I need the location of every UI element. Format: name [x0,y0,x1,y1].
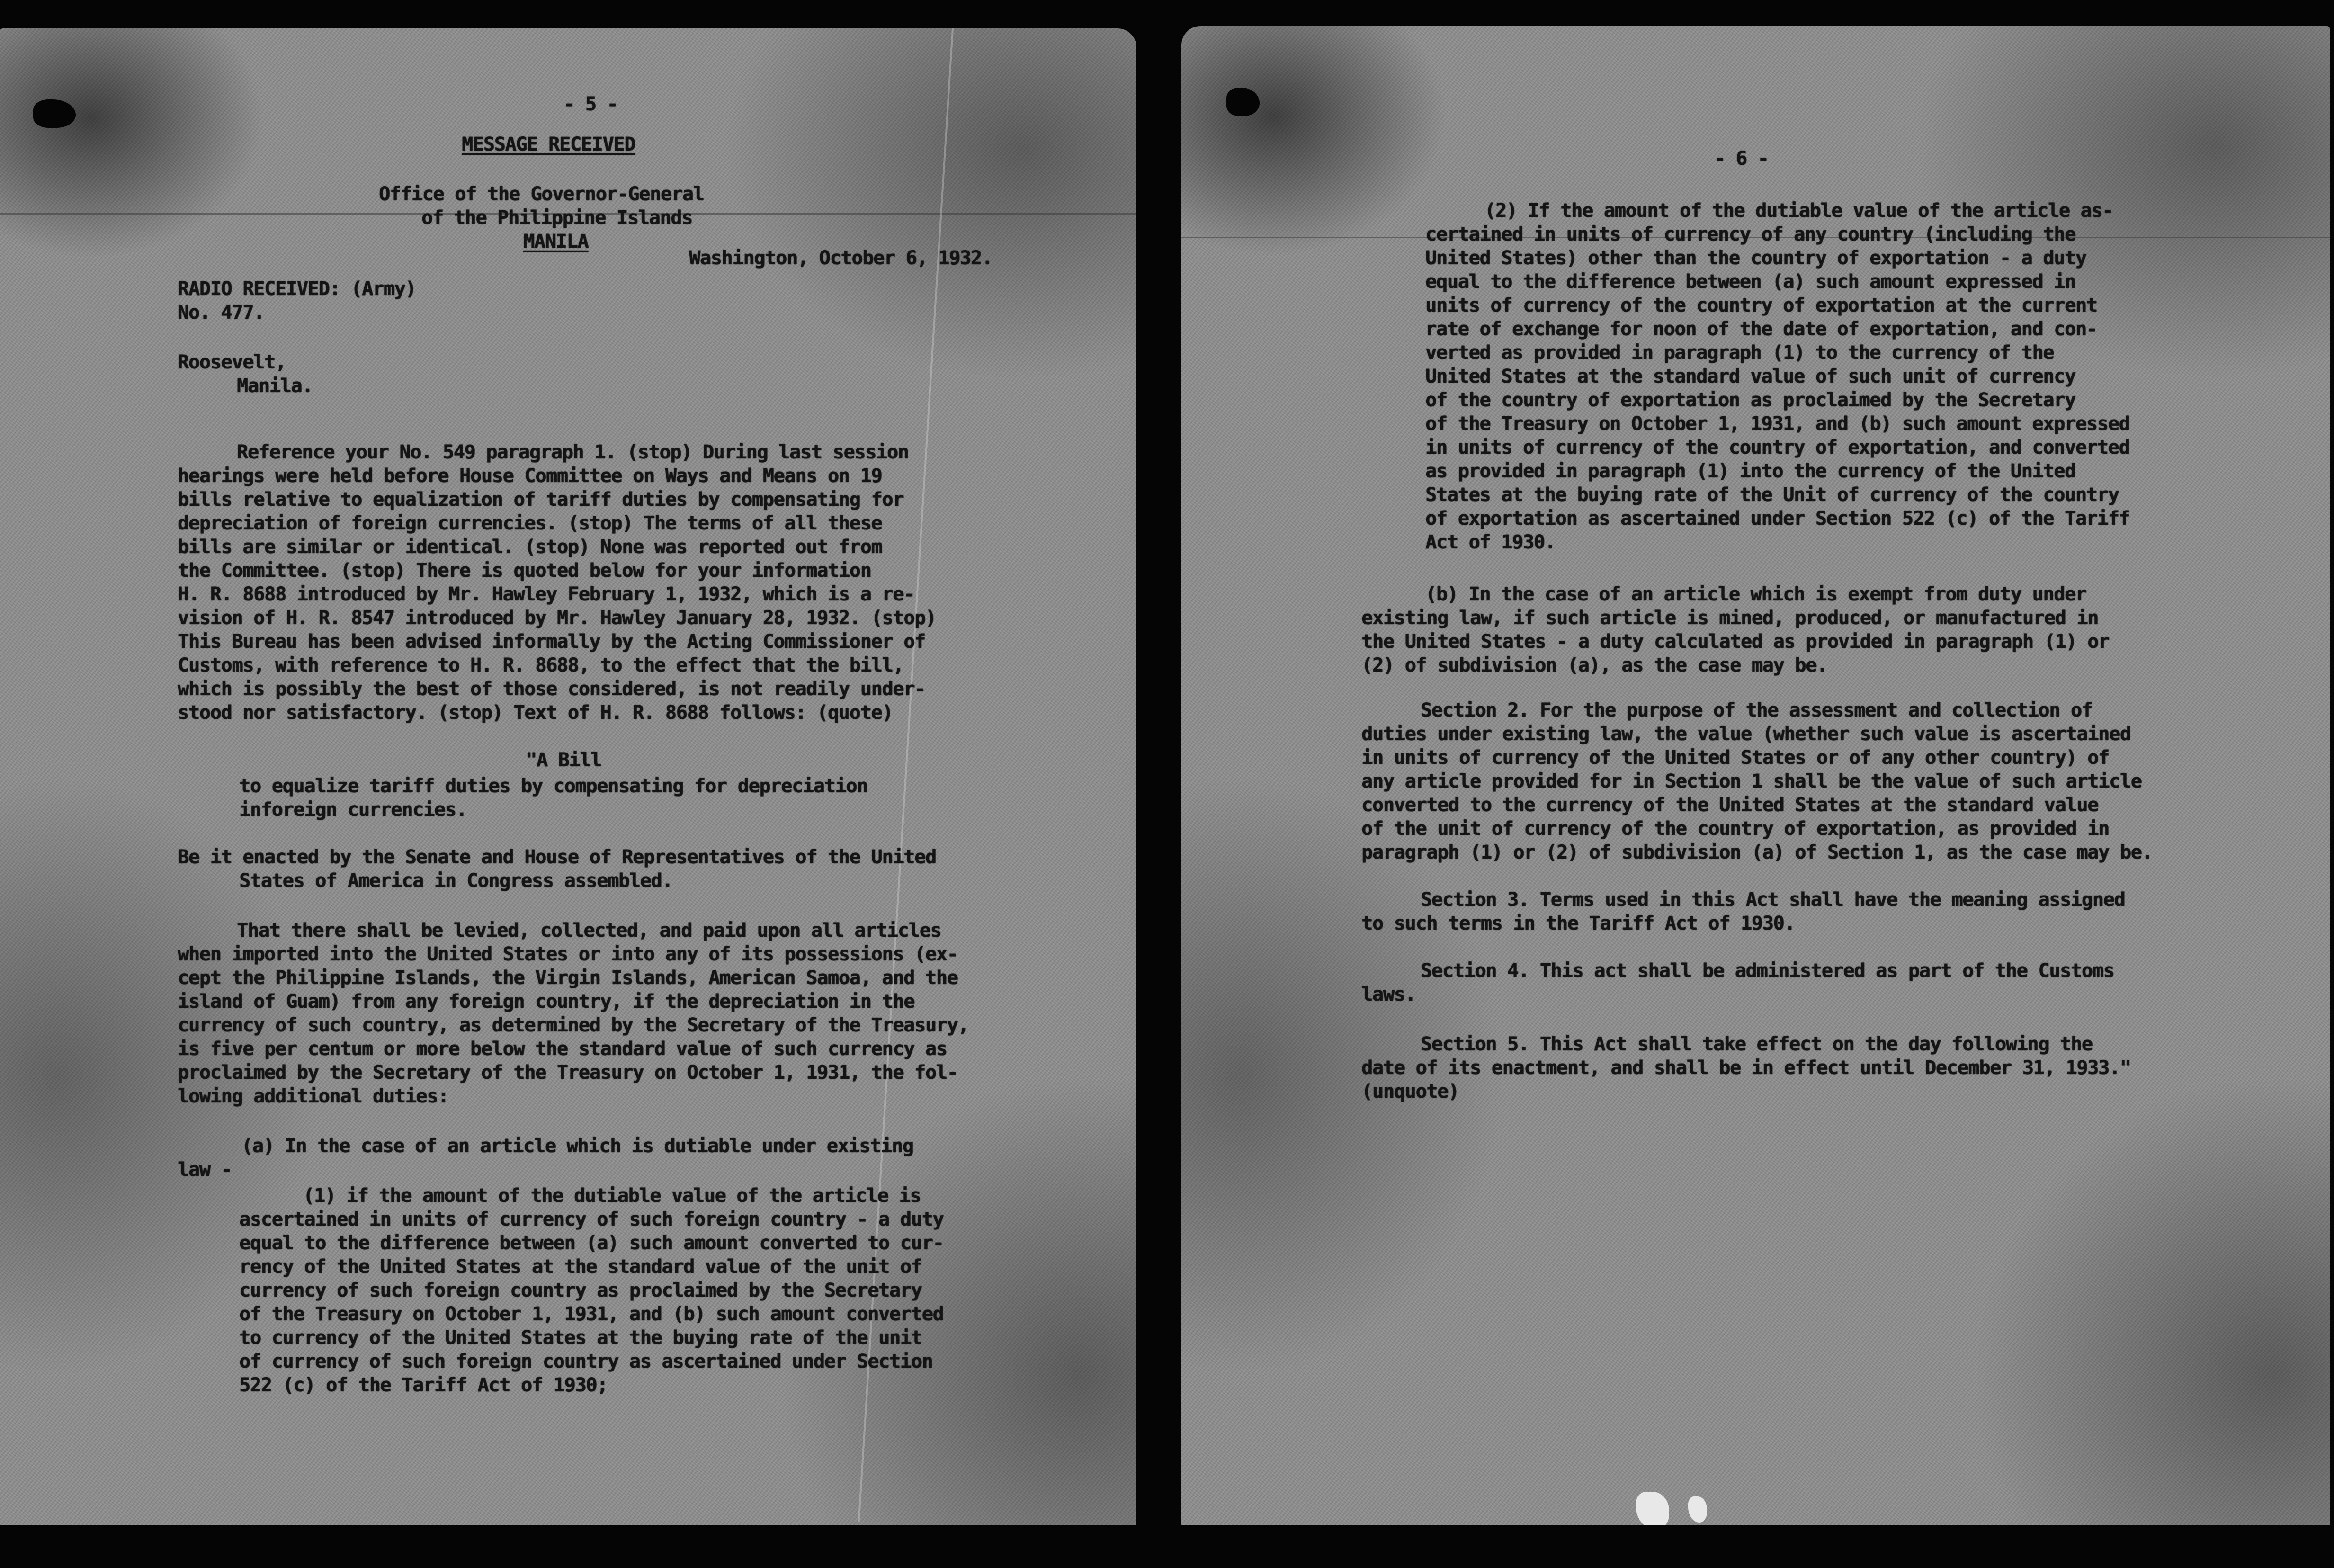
text-line: units of currency of the country of exportation at the current [1425,295,2097,316]
text-line: duties under existing law, the value (whether such value is ascertained [1361,723,2131,745]
office-block [379,182,704,253]
text-line: of the Treasury on October 1, 1931, and (b) such amount expressed [1425,413,2130,435]
text-line: verted as provided in paragraph (1) to the currency of the [1425,342,2054,364]
tear-mark [1688,1496,1707,1523]
section-2 [1361,699,2152,864]
text-line: paragraph (1) or (2) of subdivision (a) of Section 1, as the case may be. [1361,842,2153,863]
intro-paragraph [178,440,936,725]
text-line: (1) if the amount of the dutiable value of the article is [303,1185,921,1207]
text-line: (2) of subdivision (a), as the case may be. [1361,654,1827,676]
office-line: Office of the Governor-General [379,183,704,205]
text-line: lowing additional duties: [178,1085,449,1107]
text-line: when imported into the United States or into any of its possessions (ex- [178,943,958,965]
text-line: proclaimed by the Secretary of the Treasury on October 1, 1931, the fol- [178,1062,958,1084]
text-line: currency of such foreign country as proclaimed by the Secretary [239,1280,922,1301]
text-line: currency of such country, as determined by the Secretary of the Treasury, [178,1014,969,1036]
text-line: That there shall be levied, collected, and paid upon all articles [237,920,941,941]
text-line: vision of H. R. 8547 introduced by Mr. Hawley January 28, 1932. (stop) [178,607,936,629]
text-line: bills relative to equalization of tariff duties by compensating for [178,489,904,511]
addressee-block [178,350,313,398]
text-line: (2) If the amount of the dutiable value of the article as- [1484,200,2113,222]
enacting-clause [178,845,936,893]
addressee-line: Manila. [237,375,313,397]
text-line: laws. [1361,984,1416,1005]
text-line: Section 3. Terms used in this Act shall have the meaning assigned [1421,889,2125,911]
subdivision-b [1361,582,2109,677]
text-line: the United States - a duty calculated as provided in paragraph (1) or [1361,631,2109,653]
date-line: Washington, October 6, 1932. [689,247,993,269]
bill-subtitle [239,774,867,822]
message-heading: MESSAGE RECEIVED [462,134,635,155]
text-line: States at the buying rate of the Unit of currency of the country [1425,484,2119,506]
paragraph-1 [239,1184,943,1397]
text-line: to such terms in the Tariff Act of 1930. [1361,913,1795,934]
addressee-line: Roosevelt, [178,351,286,373]
text-line: of the unit of currency of the country of exportation, as provided in [1361,818,2109,840]
text-line: inforeign currencies. [239,799,467,821]
tear-mark [33,99,76,128]
text-line: cept the Philippine Islands, the Virgin Islands, American Samoa, and the [178,967,958,989]
text-line: to equalize tariff duties by compensating for depreciation [239,775,868,797]
text-line: Reference your No. 549 paragraph 1. (stop) During last session [237,441,909,463]
text-line: Customs, with reference to H. R. 8688, to the effect that the bill, [178,654,904,676]
text-line: depreciation of foreign currencies. (stop) The terms of all these [178,512,882,534]
text-line: Section 5. This Act shall take effect on the day following the [1421,1033,2093,1055]
text-line: of exportation as ascertained under Section 522 (c) of the Tariff [1425,508,2130,529]
text-line: of currency of such foreign country as ascertained under Section [239,1351,933,1372]
text-line: Act of 1930. [1425,531,1556,553]
left-page [0,28,1136,1525]
text-line: (a) In the case of an article which is dutiable under existing [241,1135,913,1157]
text-line: the Committee. (stop) There is quoted below for your information [178,560,871,582]
text-line: existing law, if such article is mined, produced, or manufactured in [1361,607,2098,629]
office-line: of the Philippine Islands [421,207,693,229]
radio-block [178,277,416,324]
text-line: United States at the standard value of such unit of currency [1425,366,2075,387]
text-line: rency of the United States at the standard value of the unit of [239,1256,922,1278]
levy-paragraph [178,919,968,1108]
text-line: (b) In the case of an article which is exempt from duty under [1425,583,2086,605]
subdivision-a [178,1134,913,1182]
text-line: H. R. 8688 introduced by Mr. Hawley February 1, 1932, which is a re- [178,583,914,605]
text-line: bills are similar or identical. (stop) None was reported out from [178,536,882,558]
text-line: in units of currency of the country of exportation, and converted [1425,437,2130,458]
text-line: United States) other than the country of exportation - a duty [1425,247,2086,269]
text-line: Section 2. For the purpose of the assessment and collection of [1421,699,2093,721]
text-line: certained in units of currency of any country (including the [1425,224,2075,245]
text-line: Section 4. This act shall be administered as part of the Customs [1421,960,2114,982]
text-line: equal to the difference between (a) such amount converted to cur- [239,1232,944,1254]
text-line: to currency of the United States at the buying rate of the unit [239,1327,922,1349]
text-line: in units of currency of the United States or of any other country) of [1361,747,2109,769]
text-line: island of Guam) from any foreign country, if the depreciation in the [178,991,914,1012]
section-3 [1361,888,2125,935]
text-line: of the Treasury on October 1, 1931, and (b) such amount converted [239,1303,944,1325]
text-line: stood nor satisfactory. (stop) Text of H. R. 8688 follows: (quote) [178,702,893,724]
radio-line: RADIO RECEIVED: (Army) [178,278,416,300]
text-line: law - [178,1159,232,1181]
text-line: hearings were held before House Committee on Ways and Means on 19 [178,465,882,487]
right-page [1181,26,2330,1525]
radio-line: No. 477. [178,302,265,323]
text-line: ascertained in units of currency of such foreign country - a duty [239,1209,944,1230]
text-line: converted to the currency of the United States at the standard value [1361,794,2098,816]
page-number: - 5 - [563,93,618,115]
text-line: of the country of exportation as proclaimed by the Secretary [1425,389,2075,411]
text-line: Be it enacted by the Senate and House of Representatives of the United [178,846,936,868]
bill-title: "A Bill [526,749,602,771]
office-line: MANILA [523,231,589,252]
text-line: equal to the difference between (a) such amount expressed in [1425,271,2075,293]
text-line: as provided in paragraph (1) into the currency of the United [1425,460,2075,482]
paragraph-2 [1425,199,2129,554]
section-4 [1361,959,2114,1006]
text-line: States of America in Congress assembled. [239,870,673,892]
text-line: is five per centum or more below the standard value of such currency as [178,1038,947,1060]
text-line: (unquote) [1361,1081,1459,1102]
text-line: This Bureau has been advised informally by the Acting Commissioner of [178,631,925,653]
page-number: - 6 - [1714,148,1769,170]
text-line: any article provided for in Section 1 shall be the value of such article [1361,771,2142,792]
text-line: 522 (c) of the Tariff Act of 1930; [239,1374,608,1396]
tear-mark [1636,1492,1669,1525]
text-line: date of its enactment, and shall be in effect until December 31, 1933." [1361,1057,2131,1079]
tear-mark [1226,88,1260,116]
section-5 [1361,1032,2131,1103]
text-line: rate of exchange for noon of the date of exportation, and con- [1425,318,2097,340]
text-line: which is possibly the best of those considered, is not readily under- [178,678,925,700]
